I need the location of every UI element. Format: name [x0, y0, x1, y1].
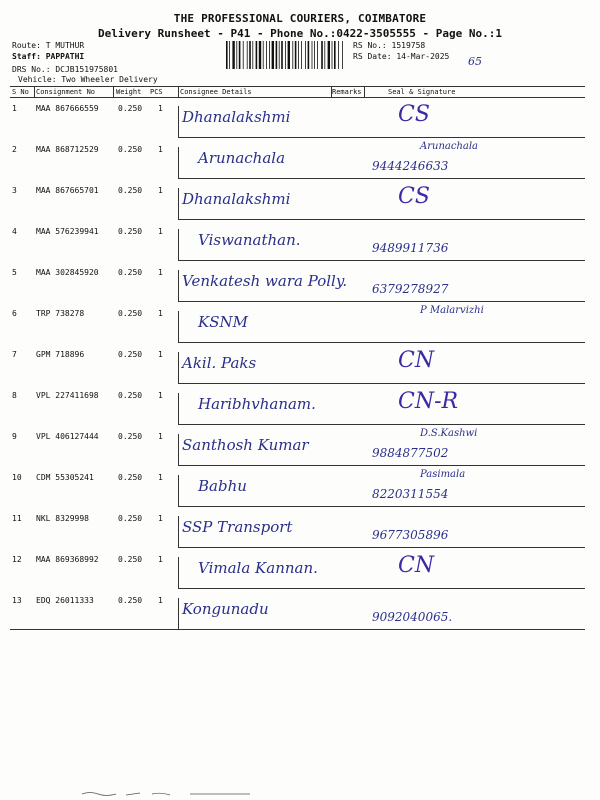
consignee-signature: Dhanalakshmi — [182, 190, 291, 208]
consignee-signature: Akil. Paks — [182, 354, 257, 372]
seal-mark: Arunachala — [420, 141, 479, 152]
seal-mark: Pasimala — [420, 469, 466, 480]
column-divider — [113, 86, 114, 97]
row-divider — [178, 219, 585, 220]
consignee-signature: Viswanathan. — [198, 231, 301, 249]
receiver-phone: 6379278927 — [372, 282, 449, 296]
pieces-count: 1 — [158, 555, 163, 564]
consignee-box-left — [178, 393, 179, 424]
consignee-box-left — [178, 147, 179, 178]
row-serial-number: 12 — [12, 555, 22, 564]
consignment-number: GPM 718896 — [36, 350, 85, 359]
pieces-count: 1 — [158, 391, 163, 400]
consignee-box-left — [178, 229, 179, 260]
receiver-phone: 9444246633 — [372, 159, 449, 173]
row-serial-number: 13 — [12, 596, 22, 605]
weight-value: 0.250 — [118, 596, 143, 605]
column-divider — [34, 86, 35, 97]
consignee-box-left — [178, 516, 179, 547]
consignment-number: CDM 55305241 — [36, 473, 94, 482]
consignment-number: MAA 869368992 — [36, 555, 99, 564]
row-serial-number: 3 — [12, 186, 17, 195]
pieces-count: 1 — [158, 145, 163, 154]
consignee-signature: Babhu — [198, 477, 247, 495]
pieces-count: 1 — [158, 309, 163, 318]
consignee-signature: Venkatesh wara Polly. — [182, 272, 348, 290]
column-header: Consignee Details — [180, 88, 252, 96]
consignee-box-left — [178, 188, 179, 219]
weight-value: 0.250 — [118, 514, 143, 523]
weight-value: 0.250 — [118, 350, 143, 359]
row-divider — [178, 260, 585, 261]
column-header: Weight — [116, 88, 142, 96]
row-divider — [178, 342, 585, 343]
weight-value: 0.250 — [118, 309, 143, 318]
row-divider — [178, 424, 585, 425]
row-divider — [178, 465, 585, 466]
consignee-box-left — [178, 352, 179, 383]
seal-mark: CN — [398, 348, 435, 373]
row-serial-number: 2 — [12, 145, 17, 154]
row-serial-number: 7 — [12, 350, 17, 359]
weight-value: 0.250 — [118, 555, 143, 564]
consignment-number: NKL 8329998 — [36, 514, 89, 523]
column-header: Remarks — [332, 88, 362, 96]
footer-scribble — [80, 790, 260, 798]
pieces-count: 1 — [158, 268, 163, 277]
consignee-box-left — [178, 434, 179, 465]
rs-date: RS Date: 14-Mar-2025 — [353, 52, 450, 61]
rs-number: RS No.: 1519758 — [353, 41, 426, 50]
consignment-number: VPL 406127444 — [36, 432, 99, 441]
row-serial-number: 9 — [12, 432, 17, 441]
consignment-number: VPL 227411698 — [36, 391, 99, 400]
seal-mark: CN-R — [398, 389, 459, 414]
consignee-signature: Kongunadu — [182, 600, 269, 618]
column-header: PCS — [150, 88, 163, 96]
row-serial-number: 6 — [12, 309, 17, 318]
route-label: Route: T MUTHUR — [12, 41, 85, 50]
weight-value: 0.250 — [118, 186, 143, 195]
consignee-signature: Vimala Kannan. — [198, 559, 318, 577]
receiver-phone: 9677305896 — [372, 528, 449, 542]
pieces-count: 1 — [158, 514, 163, 523]
row-divider — [178, 506, 585, 507]
consignee-signature: Santhosh Kumar — [182, 436, 309, 454]
vehicle-label: Vehicle: Two Wheeler Delivery — [18, 75, 158, 84]
consignee-box-left — [178, 311, 179, 342]
row-serial-number: 11 — [12, 514, 22, 523]
column-divider — [178, 86, 179, 97]
consignee-signature: Haribhvhanam. — [198, 395, 316, 413]
row-serial-number: 1 — [12, 104, 17, 113]
pieces-count: 1 — [158, 596, 163, 605]
page-title: THE PROFESSIONAL COURIERS, COIMBATORE — [173, 12, 427, 25]
seal-mark: D.S.Kashwi — [420, 428, 478, 439]
column-divider — [331, 86, 332, 97]
consignment-number: EDQ 26011333 — [36, 596, 94, 605]
runsheet-subtitle: Delivery Runsheet - P41 - Phone No.:0422-3505555 - Page No.:1 — [98, 27, 502, 40]
consignee-box-left — [178, 557, 179, 588]
receiver-phone: 9489911736 — [372, 241, 449, 255]
pieces-count: 1 — [158, 473, 163, 482]
consignment-number: MAA 867665701 — [36, 186, 99, 195]
column-header: S No — [12, 88, 29, 96]
consignee-box-left — [178, 475, 179, 506]
column-divider — [364, 86, 365, 97]
row-divider — [178, 383, 585, 384]
row-divider — [178, 588, 585, 589]
consignment-number: MAA 868712529 — [36, 145, 99, 154]
row-divider — [178, 137, 585, 138]
row-serial-number: 8 — [12, 391, 17, 400]
receiver-phone: 8220311554 — [372, 487, 449, 501]
weight-value: 0.250 — [118, 432, 143, 441]
weight-value: 0.250 — [118, 227, 143, 236]
row-serial-number: 5 — [12, 268, 17, 277]
seal-mark: P Malarvizhi — [420, 305, 484, 316]
staff-label: Staff: PAPPATHI — [12, 52, 85, 61]
table-top-border — [10, 86, 585, 87]
consignee-box-left — [178, 270, 179, 301]
table-bottom-border — [10, 629, 585, 630]
consignee-box-left — [178, 106, 179, 137]
pieces-count: 1 — [158, 186, 163, 195]
consignee-signature: Dhanalakshmi — [182, 108, 291, 126]
column-header: Consignment No — [36, 88, 96, 96]
handwritten-mark: 65 — [468, 55, 482, 68]
pieces-count: 1 — [158, 350, 163, 359]
consignment-number: MAA 867666559 — [36, 104, 99, 113]
pieces-count: 1 — [158, 432, 163, 441]
row-divider — [178, 301, 585, 302]
consignee-box-left — [178, 598, 179, 629]
table-header-border — [10, 97, 585, 98]
row-serial-number: 4 — [12, 227, 17, 236]
column-header: Seal & Signature — [388, 88, 456, 96]
weight-value: 0.250 — [118, 104, 143, 113]
weight-value: 0.250 — [118, 391, 143, 400]
seal-mark: CS — [398, 102, 430, 127]
seal-mark: CN — [398, 553, 435, 578]
row-divider — [178, 178, 585, 179]
consignment-number: TRP 738278 — [36, 309, 85, 318]
consignee-signature: SSP Transport — [182, 518, 293, 536]
weight-value: 0.250 — [118, 268, 143, 277]
pieces-count: 1 — [158, 104, 163, 113]
weight-value: 0.250 — [118, 145, 143, 154]
row-serial-number: 10 — [12, 473, 22, 482]
row-divider — [178, 547, 585, 548]
consignee-signature: Arunachala — [198, 149, 286, 167]
consignee-signature: KSNM — [198, 313, 248, 331]
consignment-number: MAA 576239941 — [36, 227, 99, 236]
consignment-number: MAA 302845920 — [36, 268, 99, 277]
pieces-count: 1 — [158, 227, 163, 236]
barcode — [226, 41, 346, 69]
drs-label: DRS No.: DCJB151975801 — [12, 65, 118, 74]
seal-mark: CS — [398, 184, 430, 209]
receiver-phone: 9884877502 — [372, 446, 449, 460]
weight-value: 0.250 — [118, 473, 143, 482]
receiver-phone: 9092040065. — [372, 610, 453, 624]
